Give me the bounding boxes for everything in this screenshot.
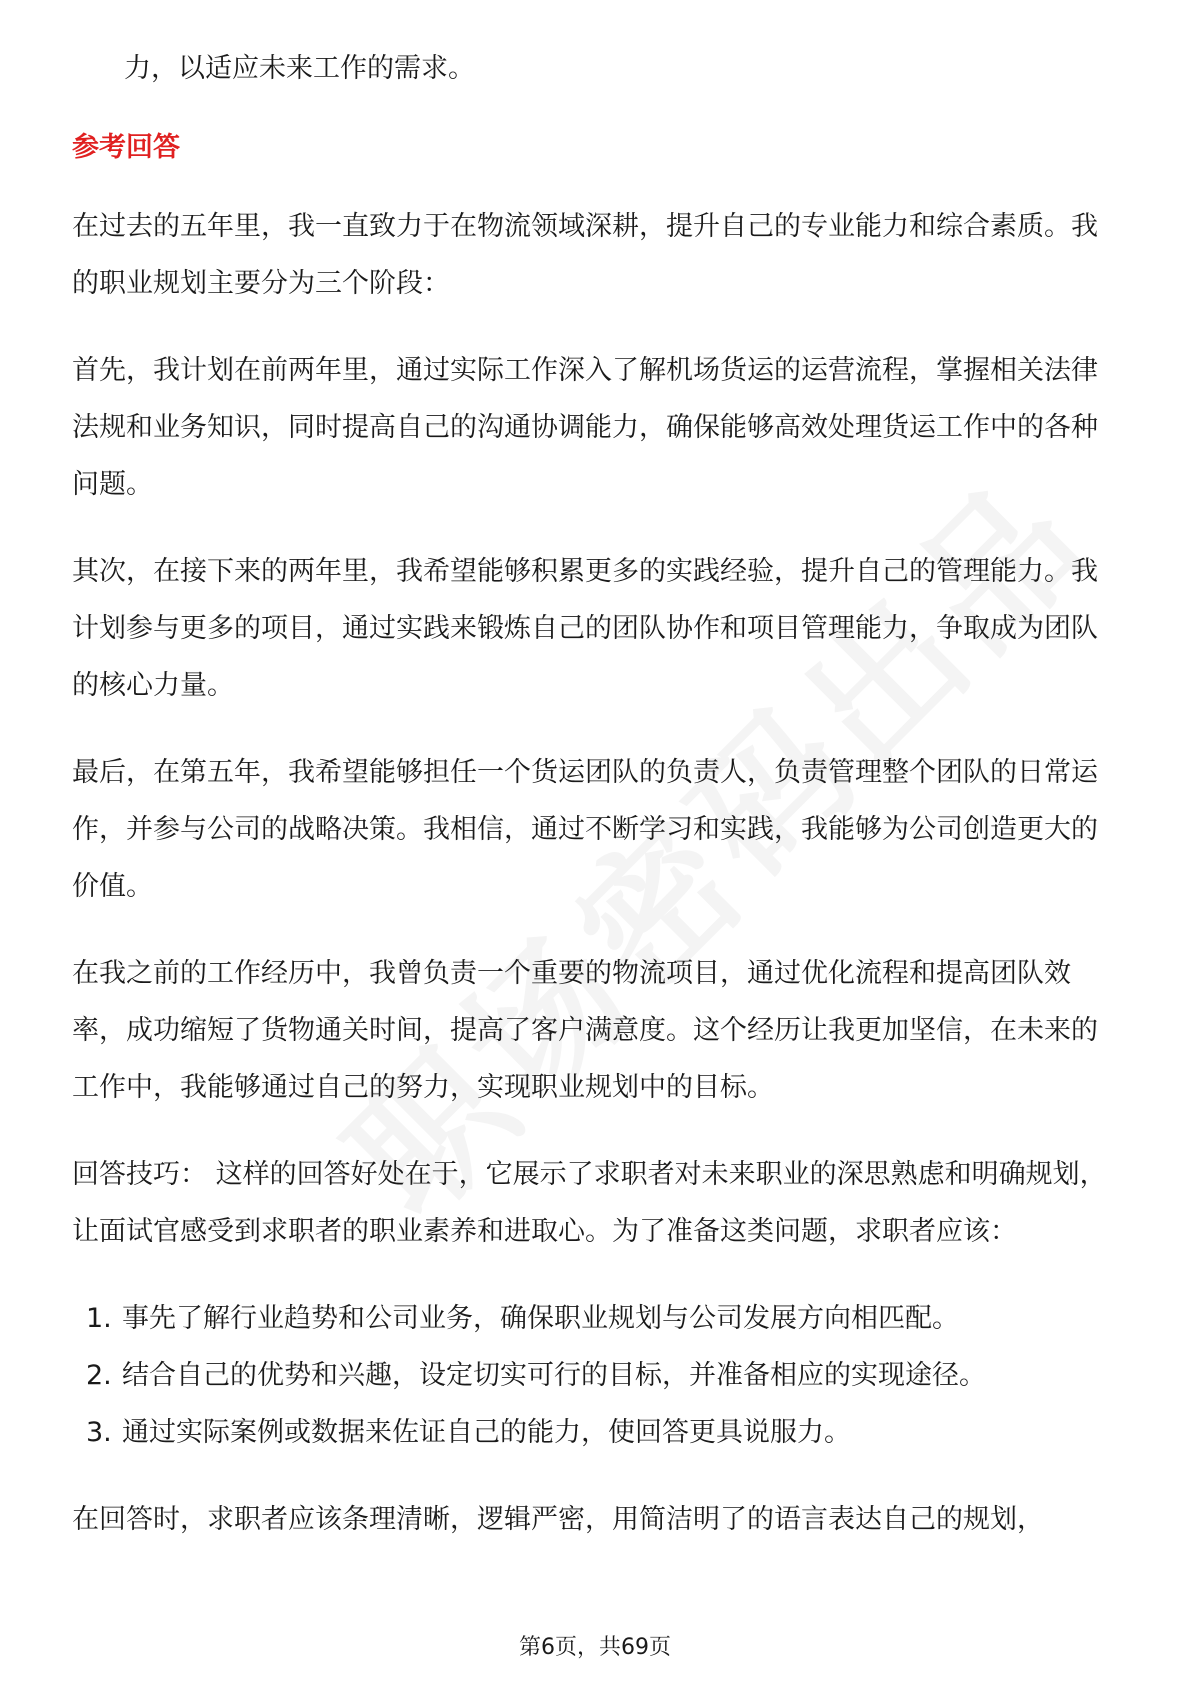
page-content — [72, 40, 1122, 1548]
paragraph-intro: 在过去的五年里，我一直致力于在物流领域深耕，提升自己的专业能力和综合素质。我的职业规划主要分为三个阶段： — [72, 211, 1098, 299]
list-item-number: 1. — [86, 1303, 112, 1334]
list-item — [72, 1290, 1122, 1347]
list-item-number: 2. — [86, 1360, 112, 1391]
paragraph-answer-tips: 回答技巧： 这样的回答好处在于，它展示了求职者对未来职业的深思熟虑和明确规划，让面试官感受到求职者的职业素养和进取心。为了准备这类问题，求职者应该： — [72, 1159, 1107, 1247]
list-item — [72, 1347, 1122, 1404]
paragraph-first-stage: 首先，我计划在前两年里，通过实际工作深入了解机场货运的运营流程，掌握相关法律法规和业务知识，同时提高自己的沟通协调能力，确保能够高效处理货运工作中的各种问题。 — [72, 355, 1098, 500]
section-title: 参考回答 — [72, 132, 180, 163]
paragraph-experience: 在我之前的工作经历中，我曾负责一个重要的物流项目，通过优化流程和提高团队效率，成功缩短了货物通关时间，提高了客户满意度。这个经历让我更加坚信，在未来的工作中，我能够通过自己的努力，实现职业规划中的目标。 — [72, 958, 1098, 1103]
paragraph-closing: 在回答时，求职者应该条理清晰，逻辑严密，用简洁明了的语言表达自己的规划， — [72, 1504, 1044, 1535]
tips-list — [72, 1290, 1122, 1461]
carryover-line: 力，以适应未来工作的需求。 — [124, 53, 475, 84]
paragraph-second-stage: 其次，在接下来的两年里，我希望能够积累更多的实践经验，提升自己的管理能力。我计划参与更多的项目，通过实践来锻炼自己的团队协作和项目管理能力，争取成为团队的核心力量。 — [72, 556, 1098, 701]
list-item — [72, 1404, 1122, 1461]
list-item-text: 事先了解行业趋势和公司业务，确保职业规划与公司发展方向相匹配。 — [122, 1303, 959, 1334]
list-item-text: 结合自己的优势和兴趣，设定切实可行的目标，并准备相应的实现途径。 — [122, 1360, 986, 1391]
paragraph-third-stage: 最后，在第五年，我希望能够担任一个货运团队的负责人，负责管理整个团队的日常运作，并参与公司的战略决策。我相信，通过不断学习和实践，我能够为公司创造更大的价值。 — [72, 757, 1098, 902]
page-footer: 第6页，共69页 — [519, 1635, 671, 1660]
list-item-number: 3. — [86, 1417, 112, 1448]
list-item-text: 通过实际案例或数据来佐证自己的能力，使回答更具说服力。 — [122, 1417, 851, 1448]
